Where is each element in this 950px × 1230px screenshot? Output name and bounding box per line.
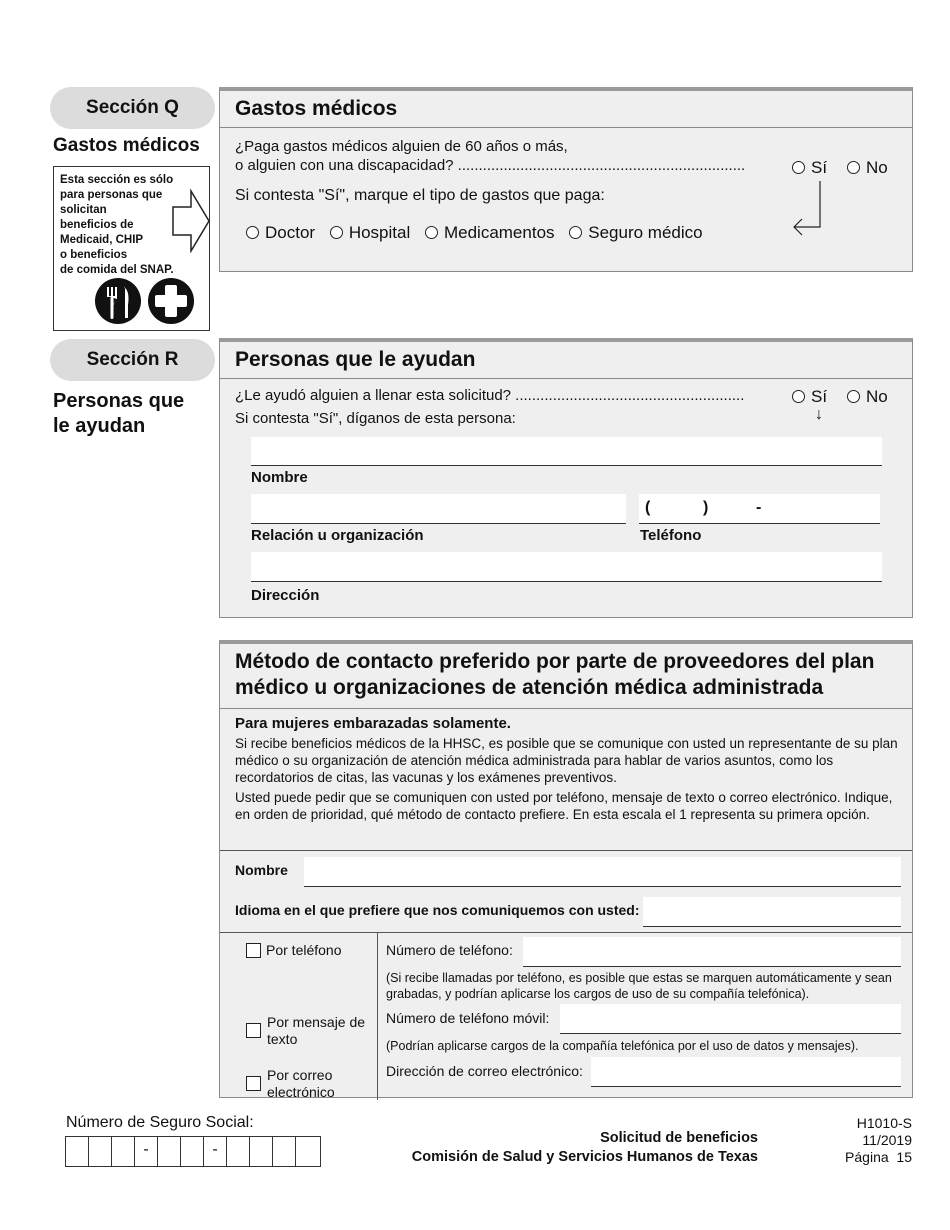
divider — [220, 850, 912, 851]
option-doctor[interactable]: Doctor — [246, 223, 315, 242]
divider — [220, 932, 912, 933]
section-r-panel-title: Personas que le ayudan — [220, 342, 912, 379]
contact-panel: Método de contacto preferido por parte de proveedores del plan médico u organizaciones de atención médica administrada Para mujeres embarazadas solamente. Si recibe beneficios médicos de la HHSC, es posible que se comunique con usted un representante de su plan médico o su organización de atención médica administrada para hablar de varios asuntos, como los recordatorios de citas, las vacunas y los exámenes preventivos. Usted puede pedir que se comuniquen con usted por teléfono, mensaje de texto o correo electrónico. Indique, en orden de prioridad, qué método de contacto prefiere. En esta escala el 1 representa su primera opción. Nombre Idioma en el que prefiere que nos comuniquemos con usted: Por teléfono Por mensaje de texto Por correo electrónico Número de teléfono: (Si recibe llamadas por teléfono, es posible que estas se marquen automáticamente y sean grabadas, y podrían aplicarse los cargos de uso de su compañía telefónica). Número de teléfono móvil: (Podrían aplicarse cargos de la compañía telefónica por el uso de datos y mensajes). Dirección de correo electrónico: — [219, 640, 913, 1098]
helper-name-label: Nombre — [251, 469, 308, 486]
contact-phone-field[interactable] — [523, 937, 901, 967]
section-q-side-title: Gastos médicos — [53, 135, 200, 156]
form-title: Solicitud de beneficios — [600, 1130, 758, 1146]
yes-radio[interactable] — [792, 161, 805, 174]
helper-name-field[interactable] — [251, 437, 882, 466]
cross-icon — [148, 278, 194, 324]
section-r-question: ¿Le ayudó alguien a llenar esta solicitud? ....................................................... — [235, 387, 745, 404]
contact-language-label: Idioma en el que prefiere que nos comuniquemos con usted: — [235, 902, 640, 918]
contact-language-field[interactable] — [643, 897, 901, 927]
footer-form-id — [845, 1115, 912, 1166]
contact-mobile-note: (Podrían aplicarse cargos de la compañía telefónica por el uso de datos y mensajes). — [386, 1039, 859, 1053]
section-q-yes-option[interactable]: Sí — [792, 158, 827, 178]
right-arrow-icon — [171, 189, 211, 253]
text-checkbox[interactable] — [246, 1023, 261, 1038]
fork-knife-icon — [95, 278, 141, 324]
contact-title: Método de contacto preferido por parte de proveedores del plan médico u organizaciones de atención médica administrada — [220, 644, 912, 709]
helper-phone-field[interactable]: ( ) - — [639, 494, 880, 524]
ssn-label: Número de Seguro Social: — [66, 1114, 254, 1131]
divider — [377, 932, 378, 1100]
contact-subtitle: Para mujeres embarazadas solamente. — [235, 715, 511, 732]
section-r-pill: Sección R — [50, 339, 215, 381]
return-arrow-icon — [790, 181, 826, 241]
agency-name: Comisión de Salud y Servicios Humanos de Texas — [411, 1149, 758, 1165]
email-checkbox[interactable] — [246, 1076, 261, 1091]
section-q-if-yes: Si contesta "Sí", marque el tipo de gastos que paga: — [235, 187, 605, 204]
section-q-panel — [219, 87, 913, 272]
section-r-no-option[interactable]: No — [847, 387, 888, 407]
helper-address-label: Dirección — [251, 587, 320, 604]
yes-radio[interactable] — [792, 390, 805, 403]
section-r-panel — [219, 338, 913, 618]
contact-phone-note: (Si recibe llamadas por teléfono, es posible que estas se marquen automáticamente y sean grabadas, y podrían aplicarse los cargos de uso de su compañía telefónica). — [386, 971, 892, 1001]
contact-mobile-field[interactable] — [560, 1004, 901, 1034]
no-radio[interactable] — [847, 161, 860, 174]
contact-name-label: Nombre — [235, 862, 288, 878]
option-hospital[interactable]: Hospital — [330, 223, 410, 242]
option-phone[interactable]: Por teléfono — [246, 942, 342, 958]
contact-mobile-label: Número de teléfono móvil: — [386, 1010, 550, 1026]
section-q-note: Esta sección es sólo para personas que solicitan beneficios de Medicaid, CHIP o beneficios de comida del SNAP. — [60, 174, 174, 276]
helper-phone-label: Teléfono — [640, 527, 702, 544]
down-arrow-icon: ↓ — [815, 406, 823, 423]
section-q-no-option[interactable]: No — [847, 158, 888, 178]
section-r-if-yes: Si contesta "Sí", díganos de esta persona: — [235, 410, 516, 427]
section-r-yes-option[interactable]: Sí — [792, 387, 827, 407]
contact-email-field[interactable] — [591, 1057, 901, 1087]
helper-address-field[interactable] — [251, 552, 882, 582]
section-q-panel-title: Gastos médicos — [220, 91, 912, 128]
form-id: H1010-S — [856, 1115, 912, 1131]
contact-para1: Si recibe beneficios médicos de la HHSC, es posible que se comunique con usted un representante de su plan médico o su organización de atención médica administrada para hablar de varios asuntos, como los recordatorios de citas, las vacunas y los exámenes preventivos. — [235, 736, 898, 785]
section-r-side-title: Personas que le ayudan — [53, 390, 185, 437]
phone-checkbox[interactable] — [246, 943, 261, 958]
contact-name-field[interactable] — [304, 857, 901, 887]
ssn-field[interactable]: - - — [65, 1136, 321, 1167]
section-q-question-line1: ¿Paga gastos médicos alguien de 60 años o más, — [235, 138, 568, 155]
footer-form-info — [412, 1129, 758, 1167]
option-insurance[interactable]: Seguro médico — [569, 223, 702, 242]
snap-medical-icons — [94, 277, 196, 325]
no-radio[interactable] — [847, 390, 860, 403]
helper-relation-field[interactable] — [251, 494, 626, 524]
section-q-question-line2: o alguien con una discapacidad? ..................................................................... — [235, 157, 746, 174]
page-number: Página 15 — [845, 1149, 912, 1165]
contact-phone-label: Número de teléfono: — [386, 942, 513, 958]
helper-relation-label: Relación u organización — [251, 527, 424, 544]
option-medications[interactable]: Medicamentos — [425, 223, 555, 242]
section-q-pill: Sección Q — [50, 87, 215, 129]
form-date: 11/2019 — [862, 1132, 912, 1148]
section-q-note-box — [53, 166, 210, 331]
section-q-options — [246, 223, 703, 243]
contact-email-label: Dirección de correo electrónico: — [386, 1063, 583, 1079]
contact-para2: Usted puede pedir que se comuniquen con usted por teléfono, mensaje de texto o correo electrónico. Indique, en orden de prioridad, qué método de contacto prefiere. En esta escala el 1 representa su primera opción. — [235, 790, 893, 822]
